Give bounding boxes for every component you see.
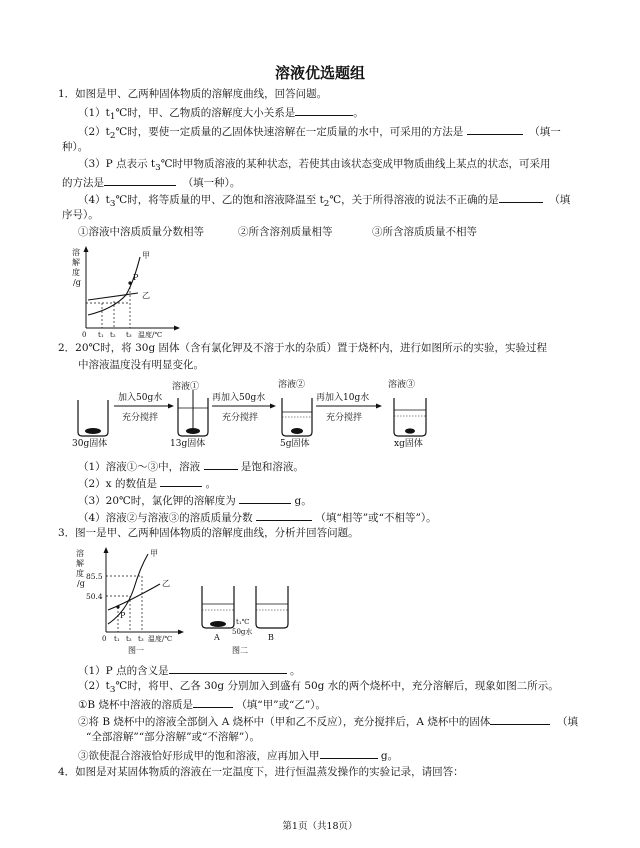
q2-solid-1 — [186, 428, 200, 434]
q1-part1-c: 。 — [353, 107, 364, 119]
q3-part2-a: （2）t — [78, 680, 110, 692]
q3-part1-a: （1）P 点的含义是 — [78, 665, 169, 677]
q3-label-p: P — [120, 611, 126, 620]
q2-part2-blank — [160, 475, 202, 487]
q4-stem: 4．如图是对某固体物质的溶液在一定温度下，进行恒温蒸发操作的实验记录，请回答： — [58, 766, 464, 778]
q1-part2: $(2)t_2℃$时，要使一定质量的乙固体快速溶解在一定质量的水中，可采用的方法是 （填一 — [78, 123, 561, 143]
q2-part1-blank — [204, 458, 238, 470]
q1-option-3: ③所含溶质质量不相等 — [372, 226, 477, 238]
q1-x-arrow — [174, 326, 180, 331]
q1-part1-blank — [295, 104, 353, 116]
q1-xlabel: 温度/℃ — [138, 331, 163, 338]
q3-sub2 — [78, 713, 578, 729]
q3-part1-b: 。 — [289, 665, 301, 677]
q2-label-sol3: 溶液③ — [388, 380, 416, 390]
q3-sub3-blank — [320, 747, 378, 759]
q1-part1-a: （1）t — [78, 107, 110, 119]
q3-point-p — [116, 605, 119, 608]
q2-arrow1-bottom: 充分搅拌 — [122, 413, 159, 423]
q2-arrowhead-2 — [270, 404, 276, 409]
q1-part1: $(1)t_1℃$时，甲、乙物质的溶解度大小关系是 。 — [78, 104, 364, 124]
q1-part3-a: （3）P 点表示 t — [78, 158, 156, 170]
q1-part4-blank — [499, 191, 543, 203]
q1-part2-cont: 种）。 — [62, 141, 89, 153]
q3-note-temp: t₁℃ — [236, 618, 250, 626]
q2-label-sol1: 溶液① — [172, 382, 200, 392]
q2-part2 — [78, 475, 216, 491]
q3-x-arrow — [178, 630, 184, 635]
q2-label-sol2: 溶液② — [278, 380, 306, 390]
q1-part2-b: ℃时，要使一定质量的乙固体快速溶解在一定质量的水中，可采用的方法是 — [115, 126, 464, 138]
q3-label-jia: 甲 — [150, 549, 158, 558]
q2-stem-line2: 中溶液温度没有明显变化。 — [78, 359, 204, 371]
q2-part1 — [78, 458, 304, 474]
q1-tick-t2: t₂ — [110, 331, 116, 338]
q1-part4: $(4)t_3℃$时，将等质量的甲、乙的饱和溶液降温至 $t_2℃$，关于所得溶液的说法不正确的是 （填 — [78, 191, 570, 211]
q2-part1-b: 是饱和溶液。 — [240, 461, 304, 473]
q3-sub3-b: g。 — [380, 750, 399, 762]
q3-sub2-a: ②将 B 烧杯中的溶液全部倒入 A 烧杯中（甲和乙不反应），充分搅拌后，A 烧杯中的固体 — [78, 716, 491, 728]
q1-stem: 1．如图是甲、乙两种固体物质的溶解度曲线，回答问题。 — [58, 88, 328, 100]
q3-part1-blank — [169, 662, 287, 674]
q2-arrowhead-3 — [376, 404, 382, 409]
q1-label-jia: 甲 — [142, 251, 150, 260]
q1-ylabel-3: 度 — [72, 268, 80, 277]
q1-solubility-chart — [68, 243, 188, 338]
q3-tick-t2: t₂ — [126, 635, 132, 643]
q2-part2-a: （2）x 的数值是 — [78, 478, 157, 490]
q2-part3-b: g。 — [294, 495, 312, 507]
q3-ylabel-3: 度 — [76, 569, 84, 578]
q2-label-solid1: 13g固体 — [170, 439, 206, 449]
q3-tick-t1: t₁ — [114, 635, 120, 643]
q3-caption-fig2: 图二 — [232, 646, 248, 655]
q2-part4-blank — [256, 509, 312, 521]
q3-ylabel-2: 解 — [76, 559, 84, 568]
q2-solid-2 — [291, 428, 303, 434]
q3-stem: 3．图一是甲、乙两种固体物质的溶解度曲线，分析并回答问题。 — [58, 527, 359, 539]
q1-point-p — [128, 281, 131, 284]
q3-part2: $(2)t_3℃$时，将甲、乙各 30g 分别加入到盛有 50g 水的两个烧杯中，充分溶解后，现象如图二所示。 — [78, 680, 559, 696]
q2-part4 — [78, 509, 437, 525]
q2-arrow2-top: 再加入50g水 — [212, 393, 266, 403]
q2-part3-blank — [239, 492, 291, 504]
q3-sub1-b: （填“甲”或“乙”）。 — [236, 699, 327, 711]
q3-sub3-a: ③欲使混合溶液恰好形成甲的饱和溶液，应再加入甲 — [78, 750, 320, 762]
q1-part4-a: （4）t — [78, 194, 110, 206]
q1-part3-d: （填一种）。 — [182, 177, 241, 189]
q3-ytick-85: 85.5 — [86, 572, 103, 581]
q3-solid-a — [210, 621, 226, 627]
q3-caption-fig1: 图一 — [128, 646, 144, 655]
q1-curve-yi — [88, 293, 138, 300]
q2-label-solid3: xg固体 — [394, 439, 423, 449]
q1-ylabel-1: 溶 — [72, 248, 80, 257]
q2-experiment-figure — [60, 376, 480, 454]
page-footer: 第1页（共18页） — [282, 821, 358, 832]
q3-label-b: B — [268, 633, 274, 642]
q3-sub2-cont: “全部溶解”“部分溶解”或“不溶解”）。 — [86, 731, 260, 743]
document-title: 溶液优选题组 — [274, 64, 365, 82]
q2-arrow1-top: 加入50g水 — [118, 393, 163, 403]
q1-tick-t1: t₁ — [98, 331, 104, 338]
q2-part4-b: （填“相等”或“不相等”）。 — [315, 512, 437, 524]
q1-part1-b: ℃时，甲、乙物质的溶解度大小关系是 — [115, 107, 296, 119]
q1-part4-c: ℃，关于所得溶液的说法不正确的是 — [329, 194, 499, 206]
q2-part4-a: （4）溶液②与溶液③的溶质质量分数 — [78, 512, 253, 524]
q1-ylabel-4: /g — [73, 278, 81, 287]
q3-figure-two — [196, 580, 306, 656]
q2-label-solid0: 30g固体 — [72, 439, 108, 449]
q3-label-origin: 0 — [102, 635, 107, 643]
q1-label-yi: 乙 — [142, 291, 150, 300]
q3-sub2-b: （填 — [557, 716, 579, 728]
q1-label-p: P — [133, 273, 139, 282]
q3-sub1-a: ①B 烧杯中溶液的溶质是 — [78, 699, 193, 711]
q3-note-water: 50g水 — [232, 628, 253, 636]
q3-ytick-50: 50.4 — [86, 592, 103, 601]
q1-part2-a: （2）t — [78, 126, 110, 138]
q1-part4-d: （填 — [549, 194, 571, 206]
q1-part3-blank — [104, 174, 176, 186]
q1-part2-blank — [467, 123, 523, 135]
q1-y-arrow — [84, 246, 89, 252]
q3-sub2-blank — [490, 713, 550, 725]
q3-beaker-b — [256, 586, 288, 628]
q3-part2-b: ℃时，将甲、乙各 30g 分别加入到盛有 50g 水的两个烧杯中，充分溶解后，现象如图二所示。 — [115, 680, 559, 692]
q2-solid-3 — [405, 428, 415, 433]
q1-ylabel-2: 解 — [72, 258, 80, 267]
q3-solubility-chart — [68, 544, 188, 656]
q1-part4-b: ℃时，将等质量的甲、乙的饱和溶液降温至 t — [115, 194, 324, 206]
q1-tick-t3: t₃ — [126, 331, 132, 338]
q2-arrowhead-1 — [168, 404, 174, 409]
q2-part2-b: 。 — [205, 478, 217, 490]
q3-sub1 — [78, 696, 326, 712]
q2-label-solid2: 5g固体 — [280, 439, 310, 449]
q3-label-a: A — [214, 633, 220, 642]
q3-ylabel-4: /g — [77, 579, 85, 588]
q3-sub3 — [78, 747, 398, 763]
q1-part2-c: （填一 — [529, 126, 561, 138]
q2-arrow2-bottom: 充分搅拌 — [222, 413, 259, 423]
q2-part3-a: （3）20℃时，氯化钾的溶解度为 — [78, 495, 236, 507]
q1-part3-cont — [62, 174, 240, 190]
q2-arrow3-bottom: 充分搅拌 — [326, 413, 363, 423]
q2-part1-a: （1）溶液①～③中，溶液 — [78, 461, 201, 473]
q1-part3-c: 的方法是 — [62, 177, 104, 189]
q3-sub1-blank — [193, 696, 233, 708]
q1-option-1: ①溶液中溶质质量分数相等 — [78, 226, 204, 238]
q3-tick-t3: t₃ — [138, 635, 144, 643]
q1-option-2: ②所含溶剂质量相等 — [238, 226, 333, 238]
q1-part3-b: ℃时甲物质溶液的某种状态，若使其由该状态变成甲物质曲线上某点的状态，可采用 — [160, 158, 551, 170]
q3-part1 — [78, 662, 300, 678]
q2-stem-line1: 2．20℃时，将 30g 固体（含有氯化钾及不溶于水的杂质）置于烧杯内，进行如图所示的实验，实验过程 — [58, 342, 548, 354]
q3-ylabel-1: 溶 — [76, 549, 84, 558]
q1-part3: （3）P 点表示 $t_3℃$时甲物质溶液的某种状态，若使其由该状态变成甲物质曲线上某点的状态，可采用 — [78, 158, 551, 174]
q2-part3 — [78, 492, 312, 508]
q3-xlabel: 温度/℃ — [148, 635, 173, 643]
q1-label-origin: 0 — [82, 331, 87, 338]
q1-part4-cont: 序号）。 — [62, 209, 99, 221]
q2-solid-0 — [85, 428, 101, 434]
q3-y-arrow — [104, 547, 109, 553]
q2-arrow3-top: 再加入10g水 — [316, 393, 370, 403]
q3-label-yi: 乙 — [162, 579, 170, 588]
